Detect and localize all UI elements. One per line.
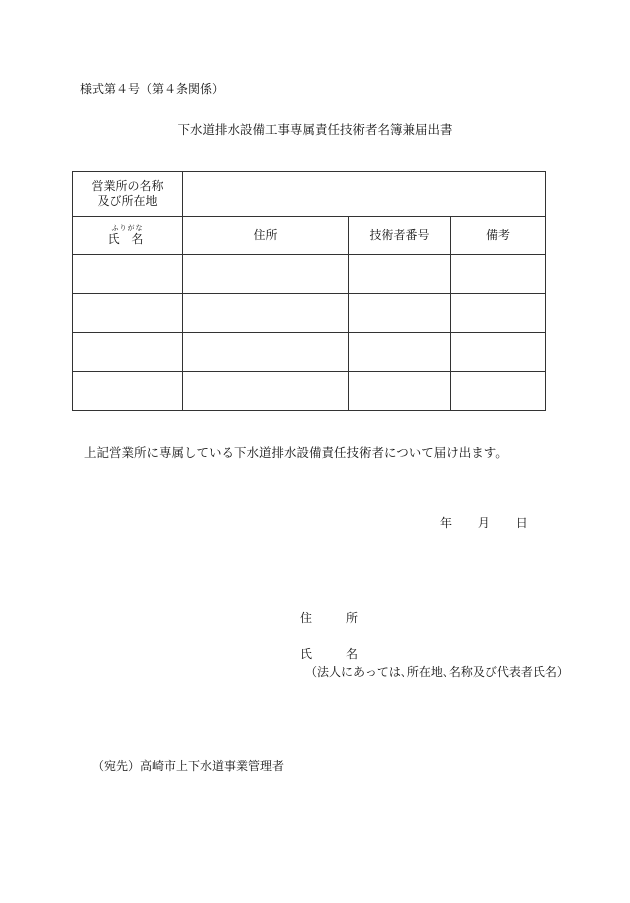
address-label-char1: 住: [300, 611, 313, 625]
name-cell[interactable]: [73, 255, 183, 294]
address-label-char2: 所: [346, 611, 359, 625]
name-label-char1: 氏: [300, 647, 313, 661]
office-row: [73, 172, 546, 217]
corporate-note: （法人にあっては､所在地､名称及び代表者氏名）: [305, 665, 569, 679]
table-row: [73, 372, 546, 411]
remarks-cell[interactable]: [451, 333, 546, 372]
name-cell[interactable]: [73, 372, 183, 411]
name-header-label: 氏 名: [107, 232, 148, 246]
applicant-name-label: [300, 645, 358, 662]
tech-number-cell[interactable]: [349, 255, 451, 294]
name-furigana: ふりがな: [111, 224, 144, 232]
office-label-cell: [73, 172, 183, 217]
address-header: 住所: [183, 217, 349, 255]
address-cell[interactable]: [183, 294, 349, 333]
address-cell[interactable]: [183, 333, 349, 372]
date-day-label: 日: [515, 516, 528, 530]
remarks-cell[interactable]: [451, 372, 546, 411]
remarks-cell[interactable]: [451, 255, 546, 294]
document-title: 下水道排水設備工事専属責任技術者名簿兼届出書: [177, 122, 453, 137]
remarks-cell[interactable]: [451, 294, 546, 333]
name-header: [73, 217, 183, 255]
date-year-label: 年: [440, 516, 453, 530]
addressee: （宛先）高崎市上下水道事業管理者: [92, 759, 285, 773]
name-cell[interactable]: [73, 294, 183, 333]
address-cell[interactable]: [183, 372, 349, 411]
applicant-address-label: [300, 609, 358, 626]
remarks-header: 備考: [451, 217, 546, 255]
office-label-line1: 営業所の名称: [91, 179, 164, 193]
tech-number-cell[interactable]: [349, 372, 451, 411]
address-cell[interactable]: [183, 255, 349, 294]
tech-number-header: 技術者番号: [349, 217, 451, 255]
table-row: [73, 294, 546, 333]
technician-register-table: [72, 171, 546, 411]
header-row: [73, 217, 546, 255]
office-value-cell[interactable]: [183, 172, 546, 217]
declaration-text: 上記営業所に専属している下水道排水設備責任技術者について届け出ます。: [84, 445, 508, 460]
date-line: [440, 514, 528, 531]
tech-number-cell[interactable]: [349, 333, 451, 372]
form-number: 様式第４号（第４条関係）: [80, 82, 225, 96]
name-label-char2: 名: [346, 647, 359, 661]
table-row: [73, 255, 546, 294]
tech-number-cell[interactable]: [349, 294, 451, 333]
office-label-line2: 及び所在地: [97, 194, 158, 208]
name-cell[interactable]: [73, 333, 183, 372]
date-month-label: 月: [477, 516, 490, 530]
table-row: [73, 333, 546, 372]
